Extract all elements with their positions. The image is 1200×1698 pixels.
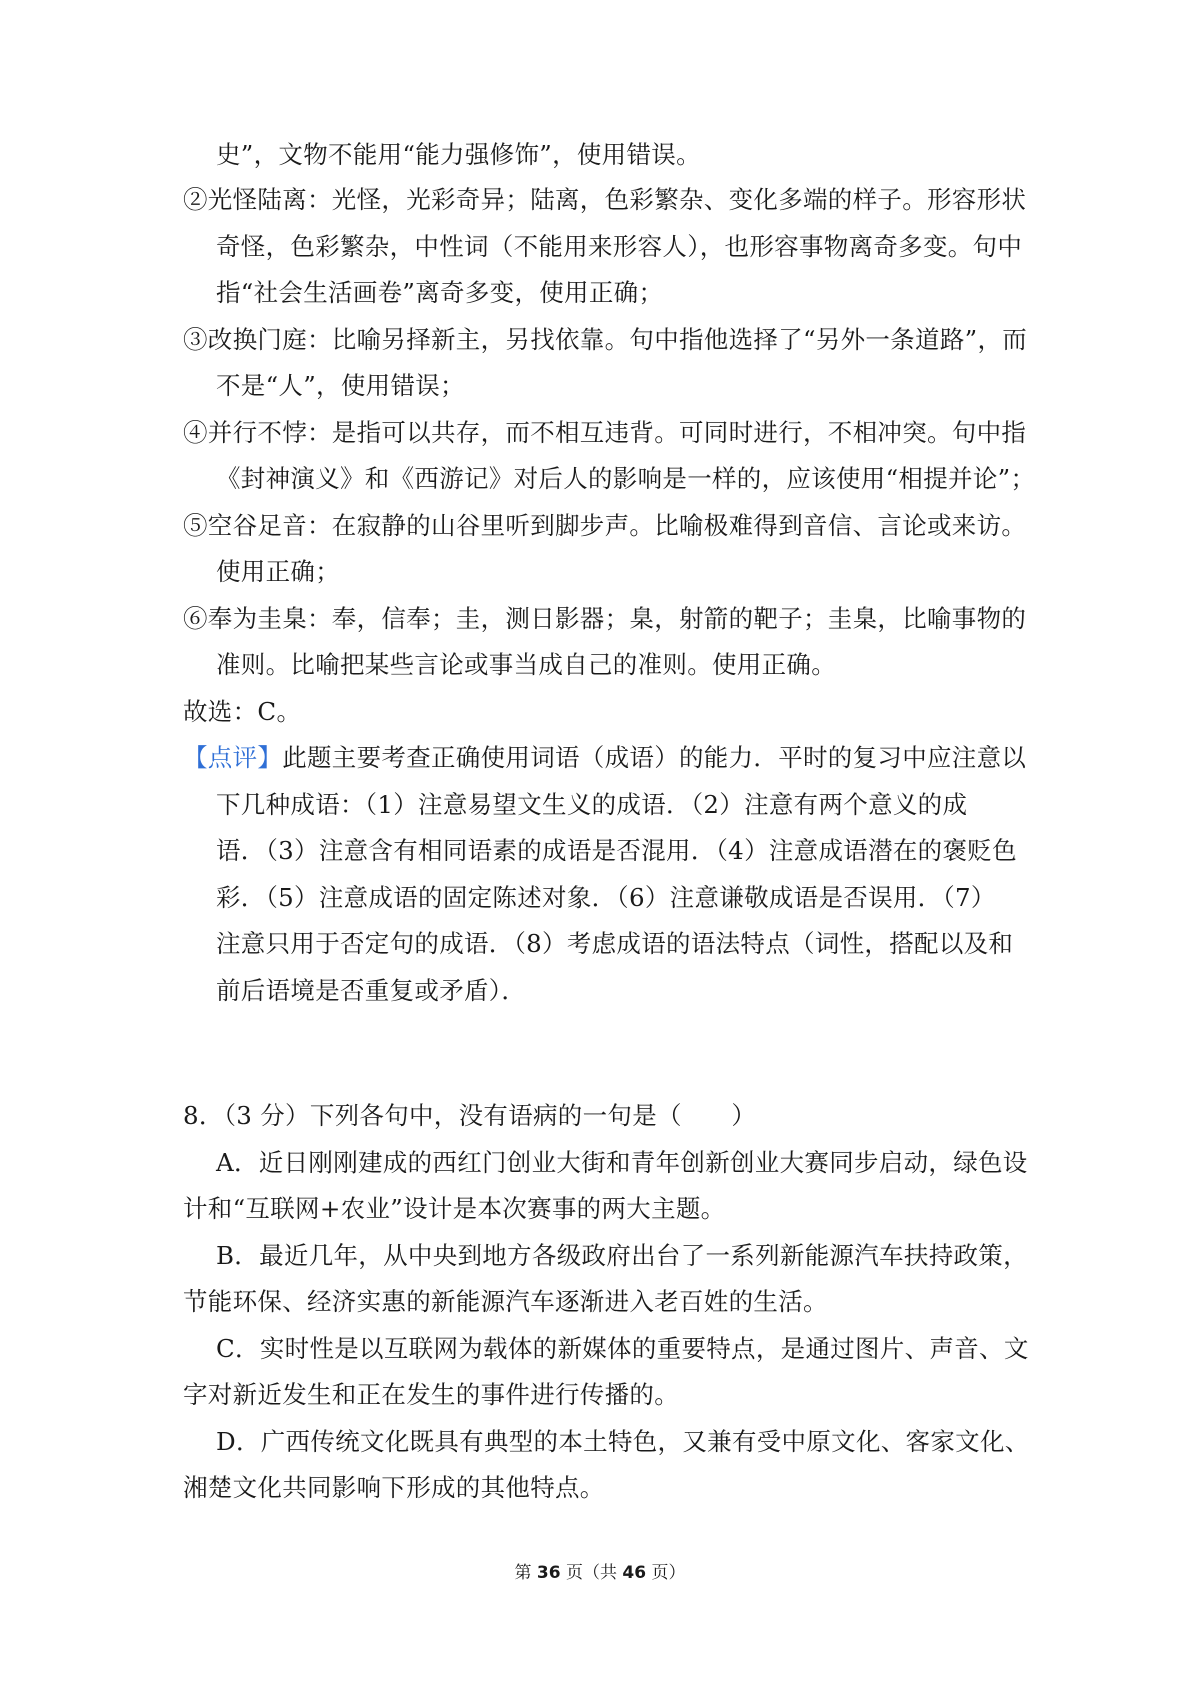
explanation-line: ⑤空谷足音：在寂静的山谷里听到脚步声。比喻极难得到音信、言论或来访。 bbox=[183, 511, 1027, 540]
review-line: 语．（3）注意含有相同语素的成语是否混用．（4）注意成语潜在的褒贬色 bbox=[216, 836, 1017, 865]
option-c-continued: 字对新近发生和正在发生的事件进行传播的。 bbox=[183, 1380, 679, 1409]
option-d: D．广西传统文化既具有典型的本土特色，又兼有受中原文化、客家文化、 bbox=[216, 1427, 1030, 1456]
page-number: 36 bbox=[536, 1563, 561, 1583]
explanation-line: 《封神演义》和《西游记》对后人的影响是一样的，应该使用“相提并论”； bbox=[216, 464, 1036, 493]
page-footer bbox=[0, 1558, 1200, 1583]
footer-suffix: 页） bbox=[646, 1563, 686, 1583]
explanation-line: 指“社会生活画卷”离奇多变，使用正确； bbox=[216, 278, 664, 307]
explanation-line: 史”，文物不能用“能力强修饰”，使用错误。 bbox=[216, 140, 701, 169]
option-a-continued: 计和“互联网+农业”设计是本次赛事的两大主题。 bbox=[183, 1194, 726, 1223]
option-b-continued: 节能环保、经济实惠的新能源汽车逐渐进入老百姓的生活。 bbox=[183, 1287, 828, 1316]
review-line: 下几种成语：（1）注意易望文生义的成语．（2）注意有两个意义的成 bbox=[216, 790, 968, 819]
explanation-line: ③改换门庭：比喻另择新主，另找依靠。句中指他选择了“另外一条道路”，而 bbox=[183, 325, 1028, 354]
review-line: 彩．（5）注意成语的固定陈述对象．（6）注意谦敬成语是否误用．（7） bbox=[216, 883, 996, 912]
option-b: B．最近几年，从中央到地方各级政府出台了一系列新能源汽车扶持政策， bbox=[216, 1241, 1028, 1270]
explanation-line: 使用正确； bbox=[216, 557, 340, 586]
review-tag: 【点评】 bbox=[183, 743, 283, 772]
review-text: 此题主要考查正确使用词语（成语）的能力．平时的复习中应注意以 bbox=[282, 743, 1027, 772]
option-a: A．近日刚刚建成的西红门创业大街和青年创新创业大赛同步启动，绿色设 bbox=[216, 1148, 1028, 1177]
footer-middle: 页（共 bbox=[560, 1563, 623, 1583]
review-line: 前后语境是否重复或矛盾）． bbox=[216, 976, 527, 1005]
page-total: 46 bbox=[622, 1563, 647, 1583]
answer-line: 故选：C。 bbox=[183, 697, 302, 726]
option-d-continued: 湘楚文化共同影响下形成的其他特点。 bbox=[183, 1473, 605, 1502]
footer-prefix: 第 bbox=[514, 1563, 537, 1583]
explanation-line: 不是“人”，使用错误； bbox=[216, 371, 465, 400]
question-stem: 8．（3 分）下列各句中，没有语病的一句是（ ） bbox=[183, 1101, 757, 1130]
option-c: C．实时性是以互联网为载体的新媒体的重要特点，是通过图片、声音、文 bbox=[216, 1334, 1029, 1363]
review-line bbox=[183, 743, 1026, 773]
explanation-line: 奇怪，色彩繁杂，中性词（不能用来形容人），也形容事物离奇多变。句中 bbox=[216, 232, 1023, 261]
explanation-line: ⑥奉为圭臬：奉，信奉；圭，测日影器；臬，射箭的靶子；圭臬，比喻事物的 bbox=[183, 604, 1027, 633]
explanation-line: ④并行不悖：是指可以共存，而不相互违背。可同时进行，不相冲突。句中指 bbox=[183, 418, 1027, 447]
review-line: 注意只用于否定句的成语．（8）考虑成语的语法特点（词性，搭配以及和 bbox=[216, 929, 1014, 958]
explanation-line: ②光怪陆离：光怪，光彩奇异；陆离，色彩繁杂、变化多端的样子。形容形状 bbox=[183, 185, 1027, 214]
explanation-line: 准则。比喻把某些言论或事当成自己的准则。使用正确。 bbox=[216, 650, 836, 679]
